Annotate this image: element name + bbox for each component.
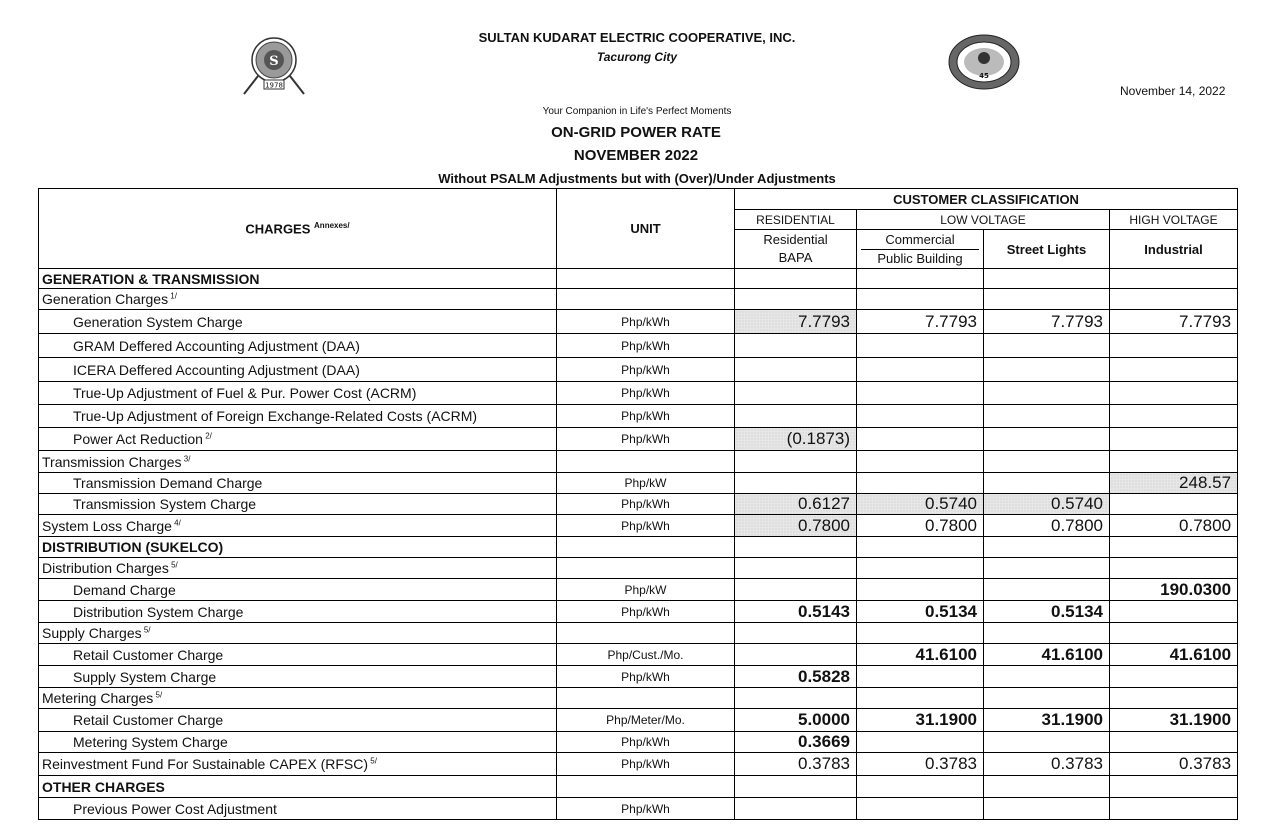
charge-label: Demand Charge [39, 579, 557, 601]
res-rate-cell [735, 269, 857, 289]
com-rate-cell [857, 382, 984, 405]
res-rate-cell [735, 579, 857, 601]
ind-rate-cell: 0.3783 [1110, 753, 1238, 776]
section-row [39, 537, 1238, 558]
com-rate-cell [857, 473, 984, 494]
charge-label: Retail Customer Charge [39, 644, 557, 666]
unit-cell [557, 537, 735, 558]
unit-cell: Php/kWh [557, 666, 735, 688]
unit-cell: Php/Cust./Mo. [557, 644, 735, 666]
cooperative-logo [238, 36, 310, 105]
str-rate-cell [984, 776, 1110, 798]
str-rate-cell [984, 473, 1110, 494]
unit-cell: Php/kWh [557, 494, 735, 515]
table-row [39, 405, 1238, 428]
ind-rate-cell [1110, 666, 1238, 688]
com-rate-cell [857, 334, 984, 358]
res-rate-cell [735, 405, 857, 428]
table-row [39, 601, 1238, 623]
res-rate-cell [735, 451, 857, 473]
res-rate-cell [735, 382, 857, 405]
str-rate-cell: 0.5740 [984, 494, 1110, 515]
ind-rate-cell [1110, 358, 1238, 382]
res-rate-cell: 5.0000 [735, 709, 857, 732]
charge-label: Retail Customer Charge [39, 709, 557, 732]
unit-cell: Php/kW [557, 473, 735, 494]
ind-rate-cell [1110, 269, 1238, 289]
res-rate-cell [735, 358, 857, 382]
com-rate-cell: 7.7793 [857, 310, 984, 334]
table-row [39, 666, 1238, 688]
charge-label: ICERA Deffered Accounting Adjustment (DAA) [39, 358, 557, 382]
table-row [39, 494, 1238, 515]
charges-header: CHARGES $^{Annexes/}$ [39, 189, 557, 269]
street-lights-header: Street Lights [984, 230, 1110, 269]
com-rate-cell [857, 358, 984, 382]
str-rate-cell [984, 358, 1110, 382]
str-rate-cell [984, 688, 1110, 709]
ind-rate-cell [1110, 428, 1238, 451]
charge-label: Metering Charges $^{5/}$ [39, 688, 557, 709]
annex-superscript: 3/ [181, 453, 191, 463]
charge-label: Transmission Charges $^{3/}$ [39, 451, 557, 473]
charge-label: Distribution System Charge [39, 601, 557, 623]
str-rate-cell: 0.5134 [984, 601, 1110, 623]
group-row [39, 688, 1238, 709]
ind-rate-cell [1110, 732, 1238, 753]
table-row [39, 358, 1238, 382]
com-rate-cell [857, 798, 984, 820]
res-rate-cell [735, 776, 857, 798]
charge-label: Generation Charges $^{1/}$ [39, 289, 557, 310]
unit-cell: Php/kWh [557, 515, 735, 537]
ind-rate-cell [1110, 601, 1238, 623]
charge-label: True-Up Adjustment of Foreign Exchange-Related Costs (ACRM) [39, 405, 557, 428]
residential-bapa-header: Residential BAPA [735, 230, 857, 269]
ind-rate-cell [1110, 776, 1238, 798]
unit-cell [557, 776, 735, 798]
str-rate-cell [984, 732, 1110, 753]
str-rate-cell: 0.7800 [984, 515, 1110, 537]
unit-cell: Php/kW [557, 579, 735, 601]
res-rate-cell: 0.7800 [735, 515, 857, 537]
annex-superscript: 5/ [168, 560, 178, 570]
ind-rate-cell [1110, 405, 1238, 428]
annex-superscript: 5/ [141, 625, 151, 635]
str-rate-cell [984, 289, 1110, 310]
ind-rate-cell [1110, 494, 1238, 515]
str-rate-cell [984, 579, 1110, 601]
res-rate-cell: 7.7793 [735, 310, 857, 334]
com-rate-cell [857, 558, 984, 579]
table-row [39, 579, 1238, 601]
svg-text:1978: 1978 [265, 81, 283, 90]
cooperative-name: SULTAN KUDARAT ELECTRIC COOPERATIVE, INC. [478, 30, 796, 45]
group-row [39, 289, 1238, 310]
str-rate-cell [984, 428, 1110, 451]
str-rate-cell [984, 666, 1110, 688]
str-rate-cell [984, 334, 1110, 358]
charge-label: DISTRIBUTION (SUKELCO) [39, 537, 557, 558]
page-title: ON-GRID POWER RATE [551, 124, 721, 141]
group-row [39, 623, 1238, 644]
charge-label: Supply System Charge [39, 666, 557, 688]
document-date: November 14, 2022 [1120, 84, 1226, 98]
res-rate-cell [735, 289, 857, 310]
res-rate-cell: 0.5143 [735, 601, 857, 623]
table-row [39, 310, 1238, 334]
ind-rate-cell: 190.0300 [1110, 579, 1238, 601]
com-rate-cell [857, 579, 984, 601]
com-rate-cell [857, 776, 984, 798]
ind-rate-cell [1110, 451, 1238, 473]
section-row [39, 776, 1238, 798]
tagline: Your Companion in Life's Perfect Moments [542, 106, 732, 117]
res-rate-cell [735, 537, 857, 558]
com-rate-cell [857, 451, 984, 473]
charge-label: Power Act Reduction $^{2/}$ [39, 428, 557, 451]
res-rate-cell [735, 473, 857, 494]
table-row [39, 428, 1238, 451]
charge-label: Transmission Demand Charge [39, 473, 557, 494]
com-rate-cell [857, 732, 984, 753]
res-rate-cell [735, 623, 857, 644]
customer-classification-header: CUSTOMER CLASSIFICATION [735, 189, 1238, 210]
com-rate-cell [857, 688, 984, 709]
city-name: Tacurong City [596, 50, 678, 64]
low-voltage-header: LOW VOLTAGE [857, 210, 1110, 230]
ind-rate-cell [1110, 623, 1238, 644]
com-rate-cell [857, 666, 984, 688]
com-rate-cell [857, 405, 984, 428]
charge-label: Previous Power Cost Adjustment [39, 798, 557, 820]
annex-superscript: 1/ [168, 291, 177, 301]
res-rate-cell [735, 644, 857, 666]
section-row [39, 269, 1238, 289]
unit-cell: Php/kWh [557, 798, 735, 820]
res-rate-cell [735, 334, 857, 358]
com-rate-cell [857, 623, 984, 644]
ind-rate-cell [1110, 334, 1238, 358]
com-rate-cell: 41.6100 [857, 644, 984, 666]
unit-cell: Php/Meter/Mo. [557, 709, 735, 732]
res-rate-cell [735, 688, 857, 709]
str-rate-cell: 41.6100 [984, 644, 1110, 666]
com-rate-cell: 0.5740 [857, 494, 984, 515]
unit-cell: Php/kWh [557, 382, 735, 405]
com-rate-cell [857, 428, 984, 451]
svg-text:S: S [269, 54, 279, 69]
ind-rate-cell: 0.7800 [1110, 515, 1238, 537]
res-rate-cell [735, 798, 857, 820]
residential-header: RESIDENTIAL [735, 210, 857, 230]
unit-cell [557, 558, 735, 579]
str-rate-cell [984, 382, 1110, 405]
charge-label: System Loss Charge $^{4/}$ [39, 515, 557, 537]
high-voltage-header: HIGH VOLTAGE [1110, 210, 1238, 230]
str-rate-cell: 0.3783 [984, 753, 1110, 776]
charge-label: Transmission System Charge [39, 494, 557, 515]
table-row [39, 382, 1238, 405]
ind-rate-cell [1110, 558, 1238, 579]
str-rate-cell: 7.7793 [984, 310, 1110, 334]
unit-cell: Php/kWh [557, 358, 735, 382]
period-title: NOVEMBER 2022 [573, 147, 699, 164]
group-row [39, 451, 1238, 473]
charge-label: Supply Charges $^{5/}$ [39, 623, 557, 644]
str-rate-cell [984, 451, 1110, 473]
unit-cell [557, 269, 735, 289]
table-row [39, 798, 1238, 820]
unit-cell: Php/kWh [557, 405, 735, 428]
annex-superscript: 4/ [171, 517, 181, 527]
table-row [39, 473, 1238, 494]
unit-cell: Php/kWh [557, 601, 735, 623]
com-rate-cell [857, 269, 984, 289]
charge-label: Distribution Charges $^{5/}$ [39, 558, 557, 579]
str-rate-cell [984, 537, 1110, 558]
unit-cell: Php/kWh [557, 334, 735, 358]
com-rate-cell [857, 289, 984, 310]
res-rate-cell [735, 558, 857, 579]
ind-rate-cell: 7.7793 [1110, 310, 1238, 334]
annex-superscript: 5/ [368, 756, 377, 766]
com-rate-cell [857, 537, 984, 558]
charge-label: Reinvestment Fund For Sustainable CAPEX (RFSC) $^{5/}$ [39, 753, 557, 776]
str-rate-cell [984, 405, 1110, 428]
str-rate-cell [984, 269, 1110, 289]
charge-label: GENERATION & TRANSMISSION [39, 269, 557, 289]
unit-cell: Php/kWh [557, 310, 735, 334]
unit-cell: Php/kWh [557, 428, 735, 451]
res-rate-cell: 0.5828 [735, 666, 857, 688]
unit-cell [557, 623, 735, 644]
res-rate-cell: 0.3669 [735, 732, 857, 753]
table-row [39, 709, 1238, 732]
table-row [39, 334, 1238, 358]
unit-header: UNIT [557, 189, 735, 269]
group-row [39, 515, 1238, 537]
rates-table [38, 188, 1238, 820]
charge-label: True-Up Adjustment of Fuel & Pur. Power Cost (ACRM) [39, 382, 557, 405]
table-row [39, 732, 1238, 753]
res-rate-cell: (0.1873) [735, 428, 857, 451]
unit-cell [557, 289, 735, 310]
ind-rate-cell [1110, 382, 1238, 405]
charge-label: OTHER CHARGES [39, 776, 557, 798]
svg-text:45: 45 [979, 72, 989, 80]
ind-rate-cell [1110, 798, 1238, 820]
charge-label: Metering System Charge [39, 732, 557, 753]
table-row [39, 644, 1238, 666]
com-rate-cell: 0.7800 [857, 515, 984, 537]
ind-rate-cell: 248.57 [1110, 473, 1238, 494]
charge-label: Generation System Charge [39, 310, 557, 334]
group-row [39, 753, 1238, 776]
industrial-header: Industrial [1110, 230, 1238, 269]
unit-cell [557, 688, 735, 709]
ind-rate-cell [1110, 289, 1238, 310]
com-rate-cell: 31.1900 [857, 709, 984, 732]
group-row [39, 558, 1238, 579]
com-rate-cell: 0.5134 [857, 601, 984, 623]
annex-superscript: 5/ [153, 690, 163, 700]
ind-rate-cell: 31.1900 [1110, 709, 1238, 732]
charge-label: GRAM Deffered Accounting Adjustment (DAA) [39, 334, 557, 358]
annex-superscript: 2/ [202, 431, 212, 441]
str-rate-cell [984, 798, 1110, 820]
unit-cell: Php/kWh [557, 753, 735, 776]
ind-rate-cell [1110, 537, 1238, 558]
str-rate-cell [984, 558, 1110, 579]
res-rate-cell: 0.6127 [735, 494, 857, 515]
res-rate-cell: 0.3783 [735, 753, 857, 776]
ind-rate-cell: 41.6100 [1110, 644, 1238, 666]
str-rate-cell: 31.1900 [984, 709, 1110, 732]
unit-cell [557, 451, 735, 473]
str-rate-cell [984, 623, 1110, 644]
unit-cell: Php/kWh [557, 732, 735, 753]
com-rate-cell: 0.3783 [857, 753, 984, 776]
page-subtitle: Without PSALM Adjustments but with (Over)/Under Adjustments [438, 171, 836, 186]
ind-rate-cell [1110, 688, 1238, 709]
commercial-header: Commercial Public Building [857, 230, 984, 269]
